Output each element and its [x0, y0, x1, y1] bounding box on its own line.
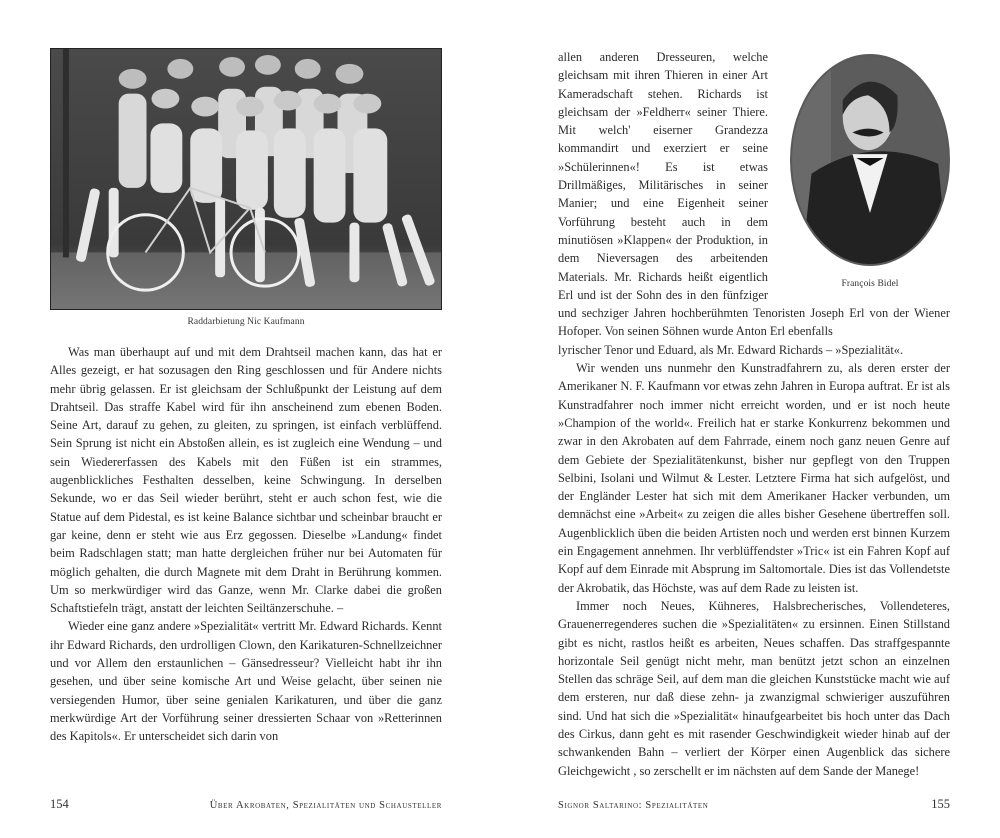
page-number-left: 154 — [50, 796, 69, 811]
right-continuation-line: lyrischer Tenor und Eduard, als Mr. Edward Richards – »Spezialität«. — [558, 342, 904, 357]
page-number-right: 155 — [931, 796, 950, 811]
portrait-illustration — [792, 56, 948, 264]
troupe-photo-caption: Raddarbietung Nic Kaufmann — [187, 317, 305, 327]
running-head-right: Signor Saltarino: Spezialitäten — [558, 799, 709, 811]
portrait-figure — [790, 54, 950, 291]
troupe-photo-illustration — [51, 49, 441, 309]
portrait-caption: François Bidel — [841, 279, 899, 289]
left-footer — [50, 780, 442, 814]
troupe-photo — [50, 48, 442, 310]
right-top-paragraph: allen anderen Dresseuren, welche gleichsam mit ihren Thieren in einer Art Kameradschaft stehen. Richards ist gleichsam der »Feldherr« seiner Thiere. Mit welch' eiserner Grandezza kommandirt und exerziert er seine »Schülerinnen«! Es ist etwas Drillmäßiges, Militärisches in seiner Manier; und eine Eigenheit seiner Vorführung besteht auch in dem minutiösen »Klappen« der Produktion, in dem Nieversagen des arbeitenden Materials. Mr. Richards heißt eigentlich Erl und ist der Sohn des in den fünfziger und sechziger Jahren hochberühmten Tenoristen Joseph Erl von der Wiener Hofoper. Von seinen Söhnen wurde Anton Erl ebenfalls — [558, 50, 950, 339]
left-paragraph-1: Was man überhaupt auf und mit dem Drahtseil machen kann, das hat er Alles gezeigt, er hat sozusagen den Ring geschlossen und für Andere nichts mehr übrig gelassen. Er ist gleichsam der Schlußpunkt der Leistung auf dem Drahtseil. Das straffe Kabel wird für ihn anscheinend zum ebenen Boden. Seine Art, darauf zu gehen, zu gleiten, zu springen, ist einfach verblüffend. Sein Sprung ist nicht ein Abstoßen allein, es ist zugleich eine Wendung – und sein Wiedererfassen des Kabels mit den Füßen ist ein strammes, augenblickliches Festhalten desselben, keine Schwingung. In derselben Sekunde, wo er das Seil wieder berührt, steht er auch schon fest, wie die Statue auf dem Pidestal, es ist keine Balance sichtbar und scheinbar braucht er gar keine, denn er steht wie aus Erz gegossen. Dieselbe »Landung« findet beim Radschlagen statt; man hatte dergleichen früher nur bei Automaten für möglich gehalten, die durch Magnete mit dem Draht in Berührung kommen. Um so merkwürdiger wird das Ganze, wenn Mr. Clarke dabei die großen Schaftstiefeln trägt, anstatt der leichten Seiltänzerschuhe. – — [50, 345, 442, 616]
right-footer — [558, 780, 950, 814]
right-body-text — [558, 341, 950, 780]
running-head-left: Über Akrobaten, Spezialitäten und Schausteller — [209, 799, 442, 811]
right-top-block — [558, 48, 950, 341]
right-page — [500, 0, 1000, 838]
right-paragraph-1: Wir wenden uns nunmehr den Kunstradfahrern zu, als deren erster der Amerikaner N. F. Kaufmann vor etwas zehn Jahren in Europa auftrat. Er ist als Kunstradfahrer noch immer nicht erreicht worden, und er ist noch heute »Champion of the world«. Freilich hat er starke Konkurrenz bekommen und zwar in den Akrobaten auf dem Fahrrade, einem noch ganz neuen Genre auf dem Gebiete der Spezialitätenkunst, bisher nur gepflegt von den Truppen Selbini, Isolani und Wilmut & Lester. Letztere Firma hat sich aufgelöst, und der Engländer Lester hat sich mit dem Amerikaner Hacker verbunden, um demnächst eine »Arbeit« zu zeigen die alles bisher Gesehene übertreffen soll. Augenblicklich üben die beiden Artisten noch und werden erst binnen Kurzem ein Engagement annehmen. Ihr verblüffendster »Tric« ist ein Fahren Kopf auf Kopf auf dem Einrade mit Absprung im Saltomortale. Dies ist das Vollendetste der Akrobatik, das Höchste, was auf dem Rade zu leisten ist. — [558, 361, 950, 595]
left-paragraph-2: Wieder eine ganz andere »Spezialität« vertritt Mr. Edward Richards. Kennt ihr Edward Richards, den urdrolligen Clown, den Karikaturen-Schnellzeichner und vor Allem den erstaunlichen – Gänsedresseur? Vielleicht habt ihr ihn gesehen, und über seine komische Art und Weise gelacht, über seinen nie versiegenden Humor, über seine genialen Karikaturen, und über die ganz merkwürdige Art der Vorführung seiner dressierten Schaar von »Retterinnen des Kapitols«. Er unterscheidet sich darin von — [50, 619, 442, 744]
portrait-photo — [790, 54, 950, 266]
left-body-text — [50, 343, 442, 746]
right-paragraph-2: Immer noch Neues, Kühneres, Halsbrecherisches, Vollendeteres, Grauenerregenderes suchen die »Spezialitäten« zu ersinnen. Einen Stillstand gibt es nicht, rastlos heißt es arbeiten, Neues schaffen. Das straffgespannte horizontale Seil genügt nicht mehr, man benützt jetzt schon an einzelnen Stellen das schräge Seil, auf dem man die gleichen Kunststücke macht wie auf dem ersteren, nur daß diese zehn- ja zwanzigmal schwieriger auszuführen sind. Und hat sich die »Spezialität« hinaufgearbeitet bis hoch unter das Dach des Cirkus, dann geht es mit rasender Geschwindigkeit wieder hinab auf der schwankenden Bahn – verliert der Körper einen Augenblick das sichere Gleichgewicht , so zerschellt er im nächsten auf dem Sande der Manege! — [558, 598, 950, 778]
